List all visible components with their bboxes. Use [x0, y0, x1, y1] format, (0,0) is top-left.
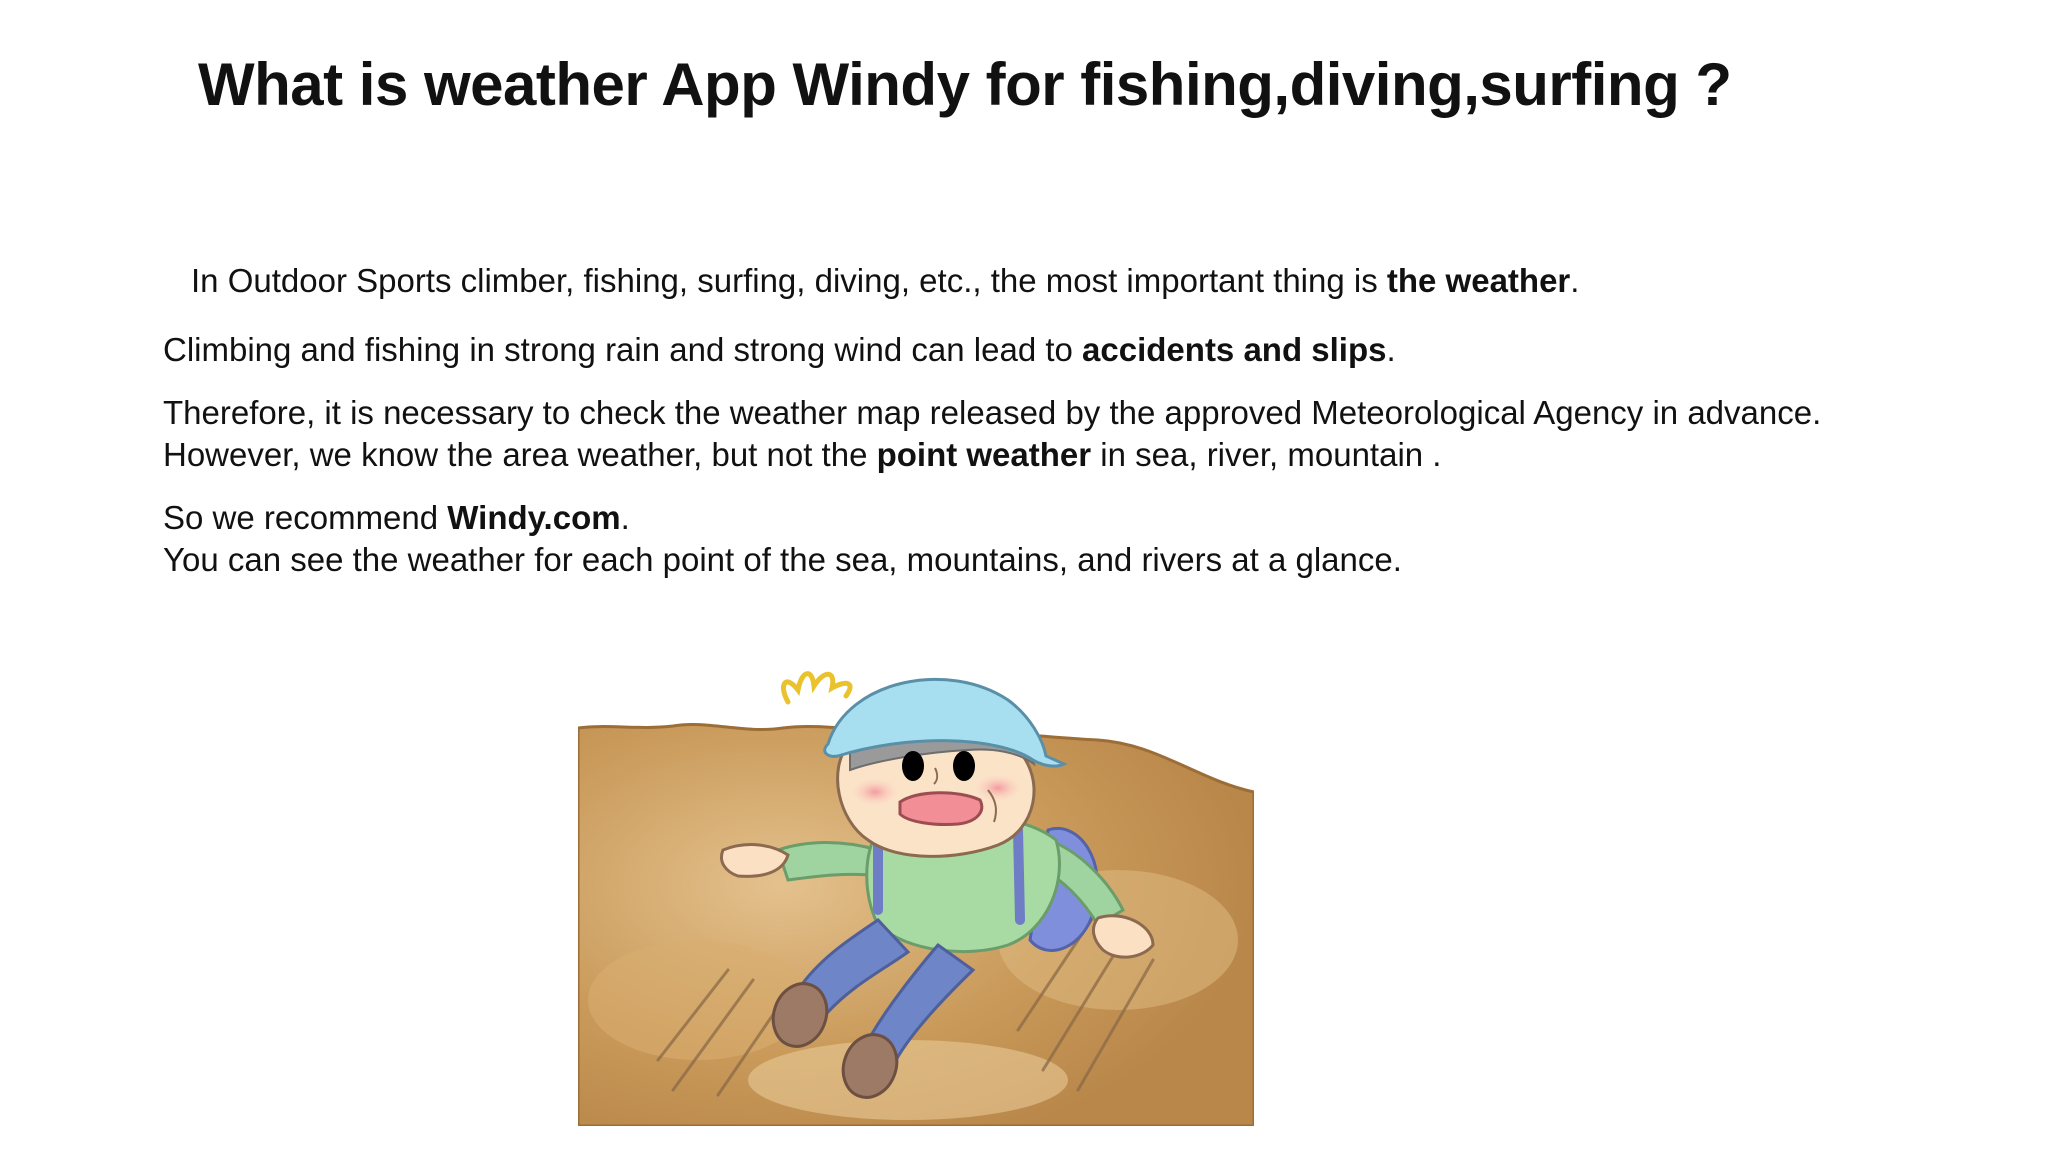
- glance-line: [163, 539, 1402, 581]
- glance-text: You can see the weather for each point of the sea, mountains, and rivers at a glance.: [163, 541, 1402, 578]
- intro-text: In Outdoor Sports climber, fishing, surfing, diving, etc., the most important thing is: [191, 262, 1387, 299]
- slipping-hiker-illustration: [578, 640, 1254, 1126]
- intro-paragraph: [191, 260, 1579, 302]
- slide-title: What is weather App Windy for fishing,diving,surfing ?: [198, 51, 1732, 118]
- risk-emphasis: accidents and slips: [1082, 331, 1387, 368]
- hiker-left-eye: [902, 751, 924, 781]
- point-weather-emphasis: point weather: [876, 436, 1092, 473]
- intro-emphasis: the weather: [1386, 262, 1571, 299]
- point-weather-text: However, we know the area weather, but not the: [163, 436, 877, 473]
- recommend-line: [163, 497, 630, 539]
- risk-paragraph: [163, 329, 1396, 371]
- point-weather-tail: in sea, river, mountain .: [1091, 436, 1442, 473]
- intro-tail: .: [1570, 262, 1580, 299]
- recommend-text: So we recommend: [163, 499, 448, 536]
- risk-text: Climbing and fishing in strong rain and strong wind can lead to: [163, 331, 1083, 368]
- hiker-left-arm: [778, 843, 880, 881]
- surprise-mark: [783, 674, 850, 702]
- hiker-mouth: [900, 793, 982, 825]
- advice-text: Therefore, it is necessary to check the weather map released by the approved Meteorological Agency in advance.: [163, 394, 1822, 431]
- risk-tail: .: [1386, 331, 1396, 368]
- hiker-right-eye: [953, 751, 975, 781]
- windy-brand: Windy.com: [447, 499, 621, 536]
- recommend-tail: .: [620, 499, 630, 536]
- advice-line-1: [163, 392, 1821, 434]
- advice-line-2: [163, 434, 1441, 476]
